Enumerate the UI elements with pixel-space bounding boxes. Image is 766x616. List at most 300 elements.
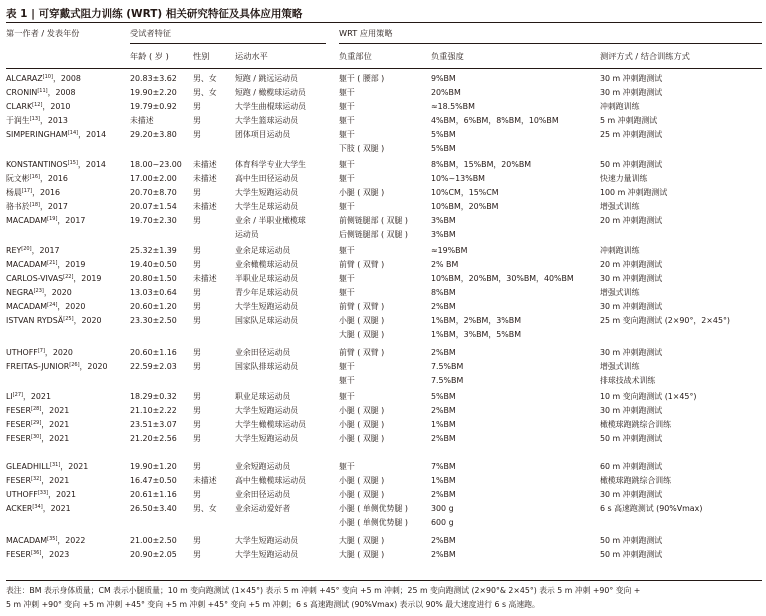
cell-intensity: 10%CM，15%CM (431, 188, 499, 197)
author-name: MACADAM (6, 536, 48, 545)
cell-test: 30 m 冲刺跑测试 (600, 406, 663, 415)
cell-author (6, 474, 69, 487)
cell-test: 60 m 冲刺跑测试 (600, 462, 663, 471)
header-subjects: 受试者特征 (130, 28, 171, 38)
cell-age: 21.10±2.22 (130, 406, 177, 415)
cell-site: 躯干 (339, 116, 355, 125)
table-row (0, 158, 766, 172)
cell-test: 10 m 变向跑测试 (1×45°) (600, 392, 697, 401)
cell-intensity: 2% BM (431, 260, 459, 269)
header-wrt: WRT 应用策略 (339, 28, 393, 38)
cell-site: 躯干 (339, 274, 355, 283)
table-row (0, 72, 766, 86)
cell-level: 业余田径运动员 (235, 348, 291, 357)
reference-number: [11] (37, 88, 48, 94)
cell-level: 大学生短跑运动员 (235, 302, 299, 311)
cell-intensity: 5%BM (431, 130, 456, 139)
cell-intensity: 3%BM (431, 230, 456, 239)
author-name: KONSTANTINOS (6, 160, 68, 169)
reference-number: [36] (31, 550, 42, 556)
reference-number: [19] (47, 216, 58, 222)
table-row (0, 244, 766, 258)
publication-year: ，2016 (32, 188, 61, 197)
header-age: 年龄 ( 岁 ) (130, 51, 169, 61)
table-row (0, 346, 766, 360)
reference-number: [16] (29, 174, 40, 180)
cell-author (6, 258, 85, 271)
reference-number: [35] (47, 536, 58, 542)
cell-level: 业余短跑运动员 (235, 462, 291, 471)
cell-age: 23.51±3.07 (130, 420, 177, 429)
cell-site: 躯干 (339, 174, 355, 183)
reference-number: [23] (33, 288, 44, 294)
author-name: SIMPERINGHAM (6, 130, 68, 139)
cell-level: 短跑 / 跳远运动员 (235, 74, 298, 83)
cell-level: 大学生篮球运动员 (235, 116, 299, 125)
reference-number: [18] (29, 202, 40, 208)
table-row (0, 214, 766, 228)
cell-author (6, 186, 60, 199)
cell-intensity: 9%BM (431, 74, 456, 83)
reference-number: [15] (67, 160, 78, 166)
cell-level: 大学生曲棍球运动员 (235, 102, 307, 111)
subjects-group-rule (130, 43, 326, 44)
table-row (0, 374, 766, 388)
cell-age: 18.00~23.00 (130, 160, 182, 169)
cell-level: 团体项目运动员 (235, 130, 291, 139)
table-row (0, 300, 766, 314)
author-name: MACADAM (6, 302, 48, 311)
note-line-2: 5 m 冲刺 +90° 变向 +5 m 冲刺 +45° 变向 +5 m 冲刺 +45° 变向 +5 m 冲刺；6 s 高速跑测试 (90%Vmax) 表示以 90% 最大速度进行 6 s 高速跑。 (6, 600, 540, 609)
cell-age: 29.20±3.80 (130, 130, 177, 139)
author-name: CLARK (6, 102, 33, 111)
publication-year: ，2020 (57, 302, 86, 311)
reference-number: [34] (32, 504, 43, 510)
cell-level: 短跑 / 橄榄球运动员 (235, 88, 306, 97)
cell-test: 30 m 冲刺跑测试 (600, 302, 663, 311)
author-name: UTHOFF (6, 348, 38, 357)
cell-site: 前臂 ( 双臂 ) (339, 302, 385, 311)
publication-year: ，2020 (79, 362, 108, 371)
reference-number: [24] (47, 302, 58, 308)
author-name: GLEADHILL (6, 462, 51, 471)
cell-intensity: 5%BM (431, 144, 456, 153)
cell-test: 30 m 冲刺跑测试 (600, 74, 663, 83)
cell-sex: 男 (193, 316, 201, 325)
cell-author (6, 346, 73, 359)
cell-test: 25 m 冲刺跑测试 (600, 130, 663, 139)
table-row (0, 488, 766, 502)
author-name: CRONIN (6, 88, 38, 97)
cell-test: 30 m 冲刺跑测试 (600, 348, 663, 357)
reference-number: [29] (31, 420, 42, 426)
publication-year: ，2021 (41, 476, 70, 485)
publication-year: ，2017 (39, 202, 68, 211)
cell-level: 青少年足球运动员 (235, 288, 299, 297)
table-row (0, 418, 766, 432)
reference-number: [27] (12, 392, 23, 398)
author-name: 骆书於 (6, 202, 30, 211)
cell-age: 19.40±0.50 (130, 260, 177, 269)
publication-year: ，2017 (31, 246, 60, 255)
cell-test: 50 m 冲刺跑测试 (600, 536, 663, 545)
cell-author (6, 300, 85, 313)
cell-age: 20.60±1.16 (130, 348, 177, 357)
cell-intensity: 300 g (431, 504, 454, 513)
publication-year: ，2021 (48, 490, 77, 499)
cell-test: 冲刺跑训练 (600, 246, 640, 255)
cell-age: 21.00±2.50 (130, 536, 177, 545)
cell-sex: 男 (193, 288, 201, 297)
cell-author (6, 128, 106, 141)
cell-age: 20.61±1.16 (130, 490, 177, 499)
cell-age: 19.79±0.92 (130, 102, 177, 111)
reference-number: [10] (42, 74, 53, 80)
author-name: NEGRA (6, 288, 34, 297)
cell-test: 快速力量训练 (600, 174, 648, 183)
cell-level: 业余运动爱好者 (235, 504, 291, 513)
reference-number: [22] (63, 274, 74, 280)
reference-number: [12] (32, 102, 43, 108)
cell-site: 躯干 (339, 102, 355, 111)
cell-author (6, 86, 76, 99)
cell-intensity: 8%BM (431, 288, 456, 297)
reference-number: [17] (21, 188, 33, 194)
cell-sex: 未描述 (193, 160, 217, 169)
cell-sex: 男 (193, 260, 201, 269)
cell-level: 运动员 (235, 230, 259, 239)
cell-site: 小腿 ( 单侧优势腿 ) (339, 518, 408, 527)
cell-site: 小腿 ( 双腿 ) (339, 420, 385, 429)
cell-age: 26.50±3.40 (130, 504, 177, 513)
cell-age: 20.07±1.54 (130, 202, 177, 211)
author-name: FESER (6, 420, 32, 429)
table-row (0, 328, 766, 342)
cell-sex: 未描述 (193, 202, 217, 211)
cell-age: 20.60±1.20 (130, 302, 177, 311)
author-name: UTHOFF (6, 490, 38, 499)
reference-number: [26] (69, 362, 80, 368)
table-row (0, 314, 766, 328)
cell-age: 20.83±3.62 (130, 74, 177, 83)
publication-year: ，2021 (41, 434, 70, 443)
header-rule (6, 68, 762, 69)
publication-year: ，2021 (41, 420, 70, 429)
cell-site: 小腿 ( 双腿 ) (339, 316, 385, 325)
cell-intensity: 2%BM (431, 348, 456, 357)
cell-age: 18.29±0.32 (130, 392, 177, 401)
cell-level: 国家队排球运动员 (235, 362, 299, 371)
cell-test: 橄榄球跑跳综合训练 (600, 476, 672, 485)
cell-author (6, 314, 102, 327)
wrt-group-rule (339, 43, 762, 44)
cell-author (6, 390, 51, 403)
cell-level: 大学生短跑运动员 (235, 536, 299, 545)
table-row (0, 114, 766, 128)
author-name: FESER (6, 476, 32, 485)
cell-level: 体育科学专业大学生 (235, 160, 307, 169)
table-row (0, 258, 766, 272)
cell-sex: 未描述 (193, 274, 217, 283)
cell-intensity: 7%BM (431, 462, 456, 471)
cell-age: 20.90±2.05 (130, 550, 177, 559)
reference-number: [21] (47, 260, 58, 266)
cell-site: 小腿 ( 双腿 ) (339, 188, 385, 197)
table-title: 表 1 | 可穿戴式阻力训练 (WRT) 相关研究特征及具体应用策略 (6, 8, 303, 20)
header-test: 测评方式 / 结合训练方式 (600, 51, 690, 61)
cell-level: 大学生橄榄球运动员 (235, 420, 307, 429)
cell-test: 橄榄球跑跳综合训练 (600, 420, 672, 429)
table-row (0, 286, 766, 300)
table-row (0, 86, 766, 100)
cell-test: 25 m 变向跑测试 (2×90°，2×45°) (600, 316, 730, 325)
table-row (0, 272, 766, 286)
cell-intensity: 20%BM (431, 88, 461, 97)
cell-sex: 男 (193, 216, 201, 225)
author-name: LI (6, 392, 13, 401)
reference-number: [32] (31, 476, 42, 482)
cell-author (6, 432, 69, 445)
cell-author (6, 418, 69, 431)
cell-site: 躯干 (339, 130, 355, 139)
cell-intensity: 7.5%BM (431, 376, 464, 385)
cell-age: 17.00±2.00 (130, 174, 177, 183)
author-name: MACADAM (6, 216, 48, 225)
author-name: CARLOS-VIVAS (6, 274, 64, 283)
publication-year: ，2008 (52, 74, 81, 83)
note-line-1: 表注：BM 表示身体质量；CM 表示小腿质量；10 m 变向跑测试 (1×45°) 表示 5 m 冲刺 +45° 变向 +5 m 冲刺；25 m 变向跑测试 (2×90°& 2×45°) 表示 5 m 冲刺 +90° 变向 + (6, 586, 641, 595)
cell-sex: 男 (193, 362, 201, 371)
cell-site: 大腿 ( 双腿 ) (339, 550, 385, 559)
header-author: 第一作者 / 发表年份 (6, 28, 80, 38)
table-note (6, 584, 762, 612)
cell-intensity: 2%BM (431, 536, 456, 545)
cell-level: 国家队足球运动员 (235, 316, 299, 325)
cell-age: 20.80±1.50 (130, 274, 177, 283)
cell-intensity: 10%BM，20%BM，30%BM，40%BM (431, 274, 574, 283)
cell-level: 大学生短跑运动员 (235, 406, 299, 415)
header-level: 运动水平 (235, 51, 268, 61)
publication-year: ，2019 (73, 274, 102, 283)
table-row (0, 360, 766, 374)
table-row (0, 390, 766, 404)
cell-sex: 男 (193, 188, 201, 197)
cell-author (6, 502, 71, 515)
cell-test: 50 m 冲刺跑测试 (600, 550, 663, 559)
cell-level: 大学生短跑运动员 (235, 434, 299, 443)
cell-level: 业余 / 半职业橄榄球 (235, 216, 306, 225)
cell-site: 躯干 (339, 288, 355, 297)
cell-sex: 男、女 (193, 88, 217, 97)
cell-sex: 男 (193, 462, 201, 471)
cell-test: 排球技战术训练 (600, 376, 656, 385)
cell-level: 高中生橄榄球运动员 (235, 476, 307, 485)
cell-site: 前侧链腿部 ( 双腿 ) (339, 216, 408, 225)
publication-year: ，2023 (41, 550, 70, 559)
publication-year: ，2021 (41, 406, 70, 415)
cell-sex: 男 (193, 406, 201, 415)
cell-author (6, 360, 108, 373)
cell-level: 高中生田径运动员 (235, 174, 299, 183)
cell-author (6, 548, 69, 561)
cell-site: 躯干 ( 腰部 ) (339, 74, 385, 83)
cell-site: 躯干 (339, 362, 355, 371)
cell-intensity: 1%BM (431, 476, 456, 485)
cell-age: 23.30±2.50 (130, 316, 177, 325)
cell-site: 前臂 ( 双臂 ) (339, 348, 385, 357)
cell-sex: 男 (193, 490, 201, 499)
cell-test: 5 m 冲刺跑测试 (600, 116, 658, 125)
cell-site: 躯干 (339, 392, 355, 401)
header-sex: 性别 (193, 51, 210, 61)
cell-site: 躯干 (339, 160, 355, 169)
table-row (0, 516, 766, 530)
author-name: FESER (6, 434, 32, 443)
cell-intensity: 7.5%BM (431, 362, 464, 371)
cell-intensity: 3%BM (431, 216, 456, 225)
cell-test: 20 m 冲刺跑测试 (600, 216, 663, 225)
publication-year: ，2008 (47, 88, 76, 97)
cell-test: 6 s 高速跑测试 (90%Vmax) (600, 504, 703, 513)
table-row (0, 474, 766, 488)
cell-site: 小腿 ( 双腿 ) (339, 476, 385, 485)
cell-level: 半职业足球运动员 (235, 274, 299, 283)
table-row (0, 502, 766, 516)
table-row (0, 128, 766, 142)
cell-test: 冲刺跑训练 (600, 102, 640, 111)
table-row (0, 100, 766, 114)
author-name: FESER (6, 550, 32, 559)
cell-site: 小腿 ( 双腿 ) (339, 406, 385, 415)
table-row (0, 172, 766, 186)
cell-age: 19.90±2.20 (130, 88, 177, 97)
table-row (0, 534, 766, 548)
cell-author (6, 72, 81, 85)
cell-level: 业余足球运动员 (235, 246, 291, 255)
cell-author (6, 172, 68, 185)
cell-sex: 男 (193, 550, 201, 559)
cell-author (6, 100, 70, 113)
cell-intensity: 2%BM (431, 302, 456, 311)
cell-sex: 男 (193, 392, 201, 401)
cell-site: 下肢 ( 双腿 ) (339, 144, 385, 153)
cell-sex: 男 (193, 130, 201, 139)
cell-sex: 男 (193, 348, 201, 357)
cell-test: 增强式训练 (600, 288, 640, 297)
table-row (0, 548, 766, 562)
cell-author (6, 114, 68, 127)
cell-author (6, 272, 101, 285)
reference-number: [20] (21, 246, 32, 252)
header-intensity: 负重强度 (431, 51, 464, 61)
cell-age: 20.70±8.70 (130, 188, 177, 197)
publication-year: ，2021 (23, 392, 51, 401)
reference-number: [33] (37, 490, 49, 496)
cell-level: 职业足球运动员 (235, 392, 291, 401)
cell-site: 躯干 (339, 376, 355, 385)
cell-age: 19.90±1.20 (130, 462, 177, 471)
publication-year: ，2020 (73, 316, 102, 325)
cell-age: 25.32±1.39 (130, 246, 177, 255)
cell-level: 大学生短跑运动员 (235, 188, 299, 197)
author-name: REY (6, 246, 22, 255)
cell-author (6, 488, 76, 501)
reference-number: [28] (31, 406, 42, 412)
cell-sex: 男 (193, 434, 201, 443)
table-row (0, 142, 766, 156)
reference-number: [13] (29, 116, 40, 122)
cell-intensity: 2%BM (431, 434, 456, 443)
reference-number: [25] (63, 316, 74, 322)
cell-intensity: 2%BM (431, 406, 456, 415)
reference-number: [14] (67, 130, 79, 136)
cell-intensity: 4%BM，6%BM，8%BM，10%BM (431, 116, 559, 125)
cell-site: 后侧链腿部 ( 双腿 ) (339, 230, 408, 239)
cell-site: 前臂 ( 双臂 ) (339, 260, 385, 269)
publication-year: ，2014 (78, 130, 107, 139)
author-name: MACADAM (6, 260, 48, 269)
cell-sex: 男 (193, 302, 201, 311)
cell-test: 50 m 冲刺跑测试 (600, 434, 663, 443)
cell-author (6, 244, 60, 257)
cell-site: 大腿 ( 双腿 ) (339, 330, 385, 339)
cell-test: 30 m 冲刺跑测试 (600, 88, 663, 97)
author-name: 杨晨 (6, 188, 22, 197)
cell-sex: 未描述 (193, 476, 217, 485)
reference-number: [7] (37, 348, 45, 354)
cell-site: 小腿 ( 双腿 ) (339, 490, 385, 499)
table-row (0, 200, 766, 214)
author-name: ISTVAN RYDSÄ (6, 316, 64, 325)
cell-site: 小腿 ( 单侧优势腿 ) (339, 504, 408, 513)
publication-year: ，2010 (42, 102, 71, 111)
cell-intensity: 2%BM (431, 490, 456, 499)
cell-test: 50 m 冲刺跑测试 (600, 160, 663, 169)
table-row (0, 404, 766, 418)
cell-age: 19.70±2.30 (130, 216, 177, 225)
cell-author (6, 286, 72, 299)
cell-test: 增强式训练 (600, 362, 640, 371)
publication-year: ，2020 (43, 288, 72, 297)
cell-level: 大学生短跑运动员 (235, 550, 299, 559)
cell-intensity: 2%BM (431, 550, 456, 559)
cell-site: 躯干 (339, 246, 355, 255)
cell-site: 大腿 ( 双腿 ) (339, 536, 385, 545)
reference-number: [31] (50, 462, 61, 468)
cell-site: 躯干 (339, 202, 355, 211)
table-row (0, 186, 766, 200)
cell-test: 30 m 冲刺跑测试 (600, 274, 663, 283)
reference-number: [30] (31, 434, 42, 440)
cell-sex: 男 (193, 246, 201, 255)
publication-year: ，2013 (39, 116, 68, 125)
cell-sex: 男 (193, 420, 201, 429)
cell-author (6, 534, 85, 547)
cell-author (6, 460, 88, 473)
bottom-rule (6, 580, 762, 581)
author-name: ACKER (6, 504, 33, 513)
cell-age: 22.59±2.03 (130, 362, 177, 371)
cell-author (6, 404, 69, 417)
publication-year: ，2022 (57, 536, 86, 545)
publication-year: ，2017 (57, 216, 86, 225)
cell-site: 小腿 ( 双腿 ) (339, 434, 385, 443)
cell-sex: 男 (193, 536, 201, 545)
cell-intensity: 1%BM (431, 420, 456, 429)
cell-level: 大学生足球运动员 (235, 202, 299, 211)
cell-intensity: 600 g (431, 518, 454, 527)
header-site: 负重部位 (339, 51, 372, 61)
